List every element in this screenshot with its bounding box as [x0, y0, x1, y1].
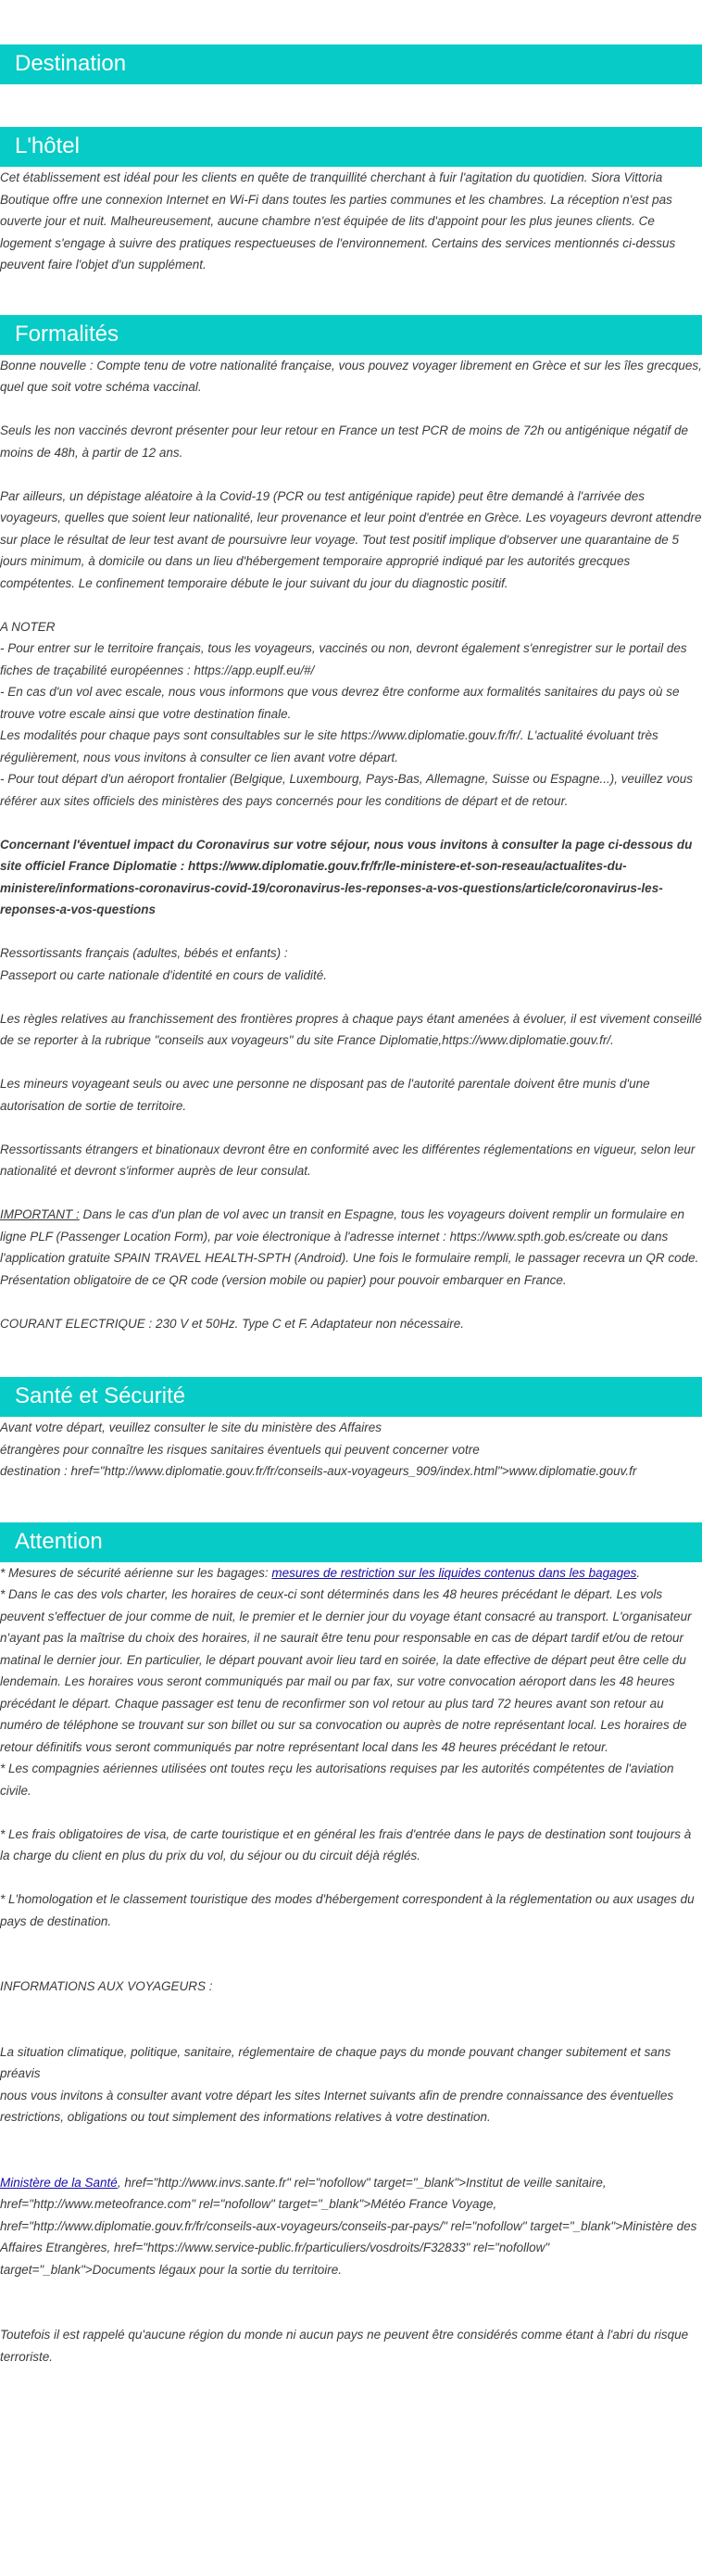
formalites-paragraph: Seuls les non vaccinés devront présenter pour leur retour en France un test PCR de moins de 72h ou antigénique négatif de moins de 48h, à partir de 12 ans. — [0, 423, 688, 460]
sante-line: destination : href="http://www.diplomatie.gouv.fr/fr/conseils-aux-voyageurs_909/index.html">www.diplomatie.gouv.fr — [0, 1464, 637, 1478]
informations-voyageurs-title: INFORMATIONS AUX VOYAGEURS : — [0, 1979, 213, 1993]
ressortissants-documents: Passeport ou carte nationale d'identité en cours de validité. — [0, 967, 328, 982]
courant-electrique: COURANT ELECTRIQUE : 230 V et 50Hz. Type C et F. Adaptateur non nécessaire. — [0, 1316, 464, 1331]
compagnies-aeriennes: * Les compagnies aériennes utilisées ont toutes reçu les autorisations requises par les autorités compétentes de l'aviation civile. — [0, 1762, 674, 1798]
hotel-text: Cet établissement est idéal pour les clients en quête de tranquillité cherchant à fuir l'agitation du quotidien. Siora Vittoria Boutique offre une connexion Internet en Wi-Fi dans toutes les parties communes et les chambres. La réception n'est pas ouverte jour et nuit. Malheureusement, aucune chambre n'est équipée de lits d'appoint pour les plus jeunes clients. Ce logement s'engage à suivre des pratiques respectueuses de l'environnement. Certains des services mentionnés ci-dessus peuvent faire l'objet d'un supplément. — [0, 170, 676, 271]
sites-references — [0, 2172, 702, 2281]
situation-text: La situation climatique, politique, sanitaire, réglementaire de chaque pays du monde pouvant changer subitement et sans préavis — [0, 2044, 671, 2080]
situation-text: nous vous invitons à consulter avant votre départ les sites Internet suivants afin de prendre connaissance des éventuelles restrictions, obligations ou tout simplement des informations relatives à votre destination. — [0, 2088, 674, 2124]
formalites-paragraph: Les règles relatives au franchissement des frontières propres à chaque pays étant amenées à évoluer, il est vivement conseillé de se reporter à la rubrique "conseils aux voyageurs" du site France Diplomatie,https://www.diplomatie.gouv.fr/. — [0, 1011, 702, 1047]
formalites-paragraph: Par ailleurs, un dépistage aléatoire à la Covid-19 (PCR ou test antigénique rapide) peut être demandé à l'arrivée des voyageurs, quelles que soient leur nationalité, leur provenance et leur point d'entrée en Grèce. Les voyageurs devront attendre sur place le résultat de leur test avant de poursuivre leur voyage. Tout test positif implique d'observer une quarantaine de 5 jours minimum, à domicile ou dans un lieu d'hébergement temporaire approprié indiqué par les autorités grecques compétentes. Le confinement temporaire débute le jour suivant du jour du diagnostic positif. — [0, 488, 702, 590]
attention-content — [0, 1562, 702, 2368]
a-noter-item: Les modalités pour chaque pays sont consultables sur le site https://www.diplomatie.gouv.fr/fr/. L'actualité évoluant très régulièrement, nous vous invitons à consulter ce lien avant votre départ. — [0, 728, 658, 764]
sante-line: Avant votre départ, veuillez consulter le site du ministère des Affaires — [0, 1421, 382, 1434]
formalites-paragraph: Les mineurs voyageant seuls ou avec une personne ne disposant pas de l'autorité parentale doivent être munis d'une autorisation de sortie de territoire. — [0, 1077, 650, 1113]
section-title-hotel: L'hôtel — [0, 127, 702, 167]
mesures-suffix: . — [636, 1565, 641, 1580]
horaires-vols: * Dans le cas des vols charter, les horaires de ceux-ci sont déterminés dans les 48 heures précédant le départ. Les vols peuvent s'effectuer de jour comme de nuit, le premier et le dernier jour du voyage étant consacré au transport. L'organisateur n'ayant pas la maîtrise du choix des horaires, il ne saurait être tenu pour responsable en cas de départ tardif et/ou de retour matinal le dernier jour. En particulier, le départ pouvant avoir lieu tard en soirée, la date effective de départ peut être celle du lendemain. Les horaires vous seront communiqués par mail ou par fax, sur votre convocation aéroport dans les 48 heures précédant le départ. Chaque passager est tenu de reconfirmer son vol retour au plus tard 72 heures avant son retour au numéro de téléphone se trouvant sur son billet ou sur sa convocation ou auprès de notre représentant local. Les horaires de retour définitifs vous seront communiqués par notre représentant local dans les 48 heures précédant le retour. — [0, 1587, 692, 1754]
a-noter-item: - Pour entrer sur le territoire français, tous les voyageurs, vaccinés ou non, devront également s'enregistrer sur le portail des fiches de traçabilité européennes : https://app.euplf.eu/#/ — [0, 641, 687, 677]
ministere-sante-link[interactable]: Ministère de la Santé — [0, 2175, 118, 2190]
a-noter-item: - Pour tout départ d'un aéroport frontalier (Belgique, Luxembourg, Pays-Bas, Allemagne, Suisse ou Espagne...), veuillez vous référer aux sites officiels des ministères des pays concernés pour les conditions de départ et de retour. — [0, 772, 693, 808]
a-noter-title: A NOTER — [0, 619, 56, 634]
mesures-prefix: * Mesures de sécurité aérienne sur les bagages: — [0, 1565, 272, 1580]
section-title-attention: Attention — [0, 1522, 702, 1562]
ressortissants-label: Ressortissants français (adultes, bébés et enfants) : — [0, 946, 288, 960]
important-text: Dans le cas d'un plan de vol avec un transit en Espagne, tous les voyageurs doivent remplir un formulaire en ligne PLF (Passenger Location Form), par voie électronique à l'adresse internet : https://www.spth.gob.es/create ou dans l'application gratuite SPAIN TRAVEL HEALTH-SPTH (Android). Une fois le formulaire rempli, le passager recevra un QR code. Présentation obligatoire de ce QR code (version mobile ou papier) pour pouvoir embarquer en France. — [0, 1207, 699, 1287]
a-noter-item: - En cas d'un vol avec escale, nous vous informons que vous devrez être conforme aux formalités sanitaires du pays où se trouve votre escale ainsi que votre destination finale. — [0, 685, 680, 721]
terrorisme-notice: Toutefois il est rappelé qu'aucune région du monde ni aucun pays ne peuvent être considérés comme étant à l'abri du risque terroriste. — [0, 2328, 689, 2364]
section-title-sante: Santé et Sécurité — [0, 1377, 702, 1417]
section-title-formalites: Formalités — [0, 315, 702, 355]
homologation: * L'homologation et le classement touristique des modes d'hébergement correspondent à la réglementation ou aux usages du pays de destination. — [0, 1892, 695, 1928]
important-notice — [0, 1204, 702, 1291]
important-label: IMPORTANT : — [0, 1207, 80, 1221]
coronavirus-notice: Concernant l'éventuel impact du Coronavirus sur votre séjour, nous vous invitons à consulter la page ci-dessous du site officiel France Diplomatie : https://www.diplomatie.gouv.fr/fr/le-ministere-et-son-reseau/actualites-du-ministere/informations-coronavirus-covid-19/coronavirus-les-reponses-a-vos-questions/article/coronavirus-les-reponses-a-vos-questions — [0, 837, 693, 916]
section-title-destination: Destination — [0, 44, 702, 84]
formalites-content — [0, 355, 702, 1335]
hotel-description — [0, 167, 702, 276]
sites-references-text: , href="http://www.invs.sante.fr" rel="nofollow" target="_blank">Institut de veille sanitaire, href="http://www.meteofrance.com" rel="nofollow" target="_blank">Météo France Voyage, href="http://www.diplomatie.gouv.fr/fr/conseils-aux-voyageurs/conseils-par-pays/" rel="nofollow" target="_blank">Ministère des Affaires Etrangères, href="https://www.service-public.fr/particuliers/vosdroits/F32833" rel="nofollow" target="_blank">Documents légaux pour la sortie du territoire. — [0, 2175, 697, 2277]
formalites-paragraph: Ressortissants étrangers et binationaux devront être en conformité avec les différentes réglementations en vigueur, selon leur nationalité et devront s'informer auprès de leur consulat. — [0, 1142, 696, 1178]
mesures-securite — [0, 1562, 702, 1585]
sante-line: étrangères pour connaître les risques sanitaires éventuels qui peuvent concerner votre — [0, 1442, 480, 1457]
formalites-paragraph: Bonne nouvelle : Compte tenu de votre nationalité française, vous pouvez voyager librement en Grèce et sur les îles grecques, quel que soit votre schéma vaccinal. — [0, 358, 702, 394]
frais-obligatoires: * Les frais obligatoires de visa, de carte touristique et en général les frais d'entrée dans le pays de destination sont toujours à la charge du client en plus du prix du vol, du séjour ou du circuit déjà réglés. — [0, 1826, 692, 1863]
liquides-restriction-link[interactable]: mesures de restriction sur les liquides contenus dans les bagages — [271, 1565, 637, 1580]
sante-content — [0, 1417, 702, 1483]
